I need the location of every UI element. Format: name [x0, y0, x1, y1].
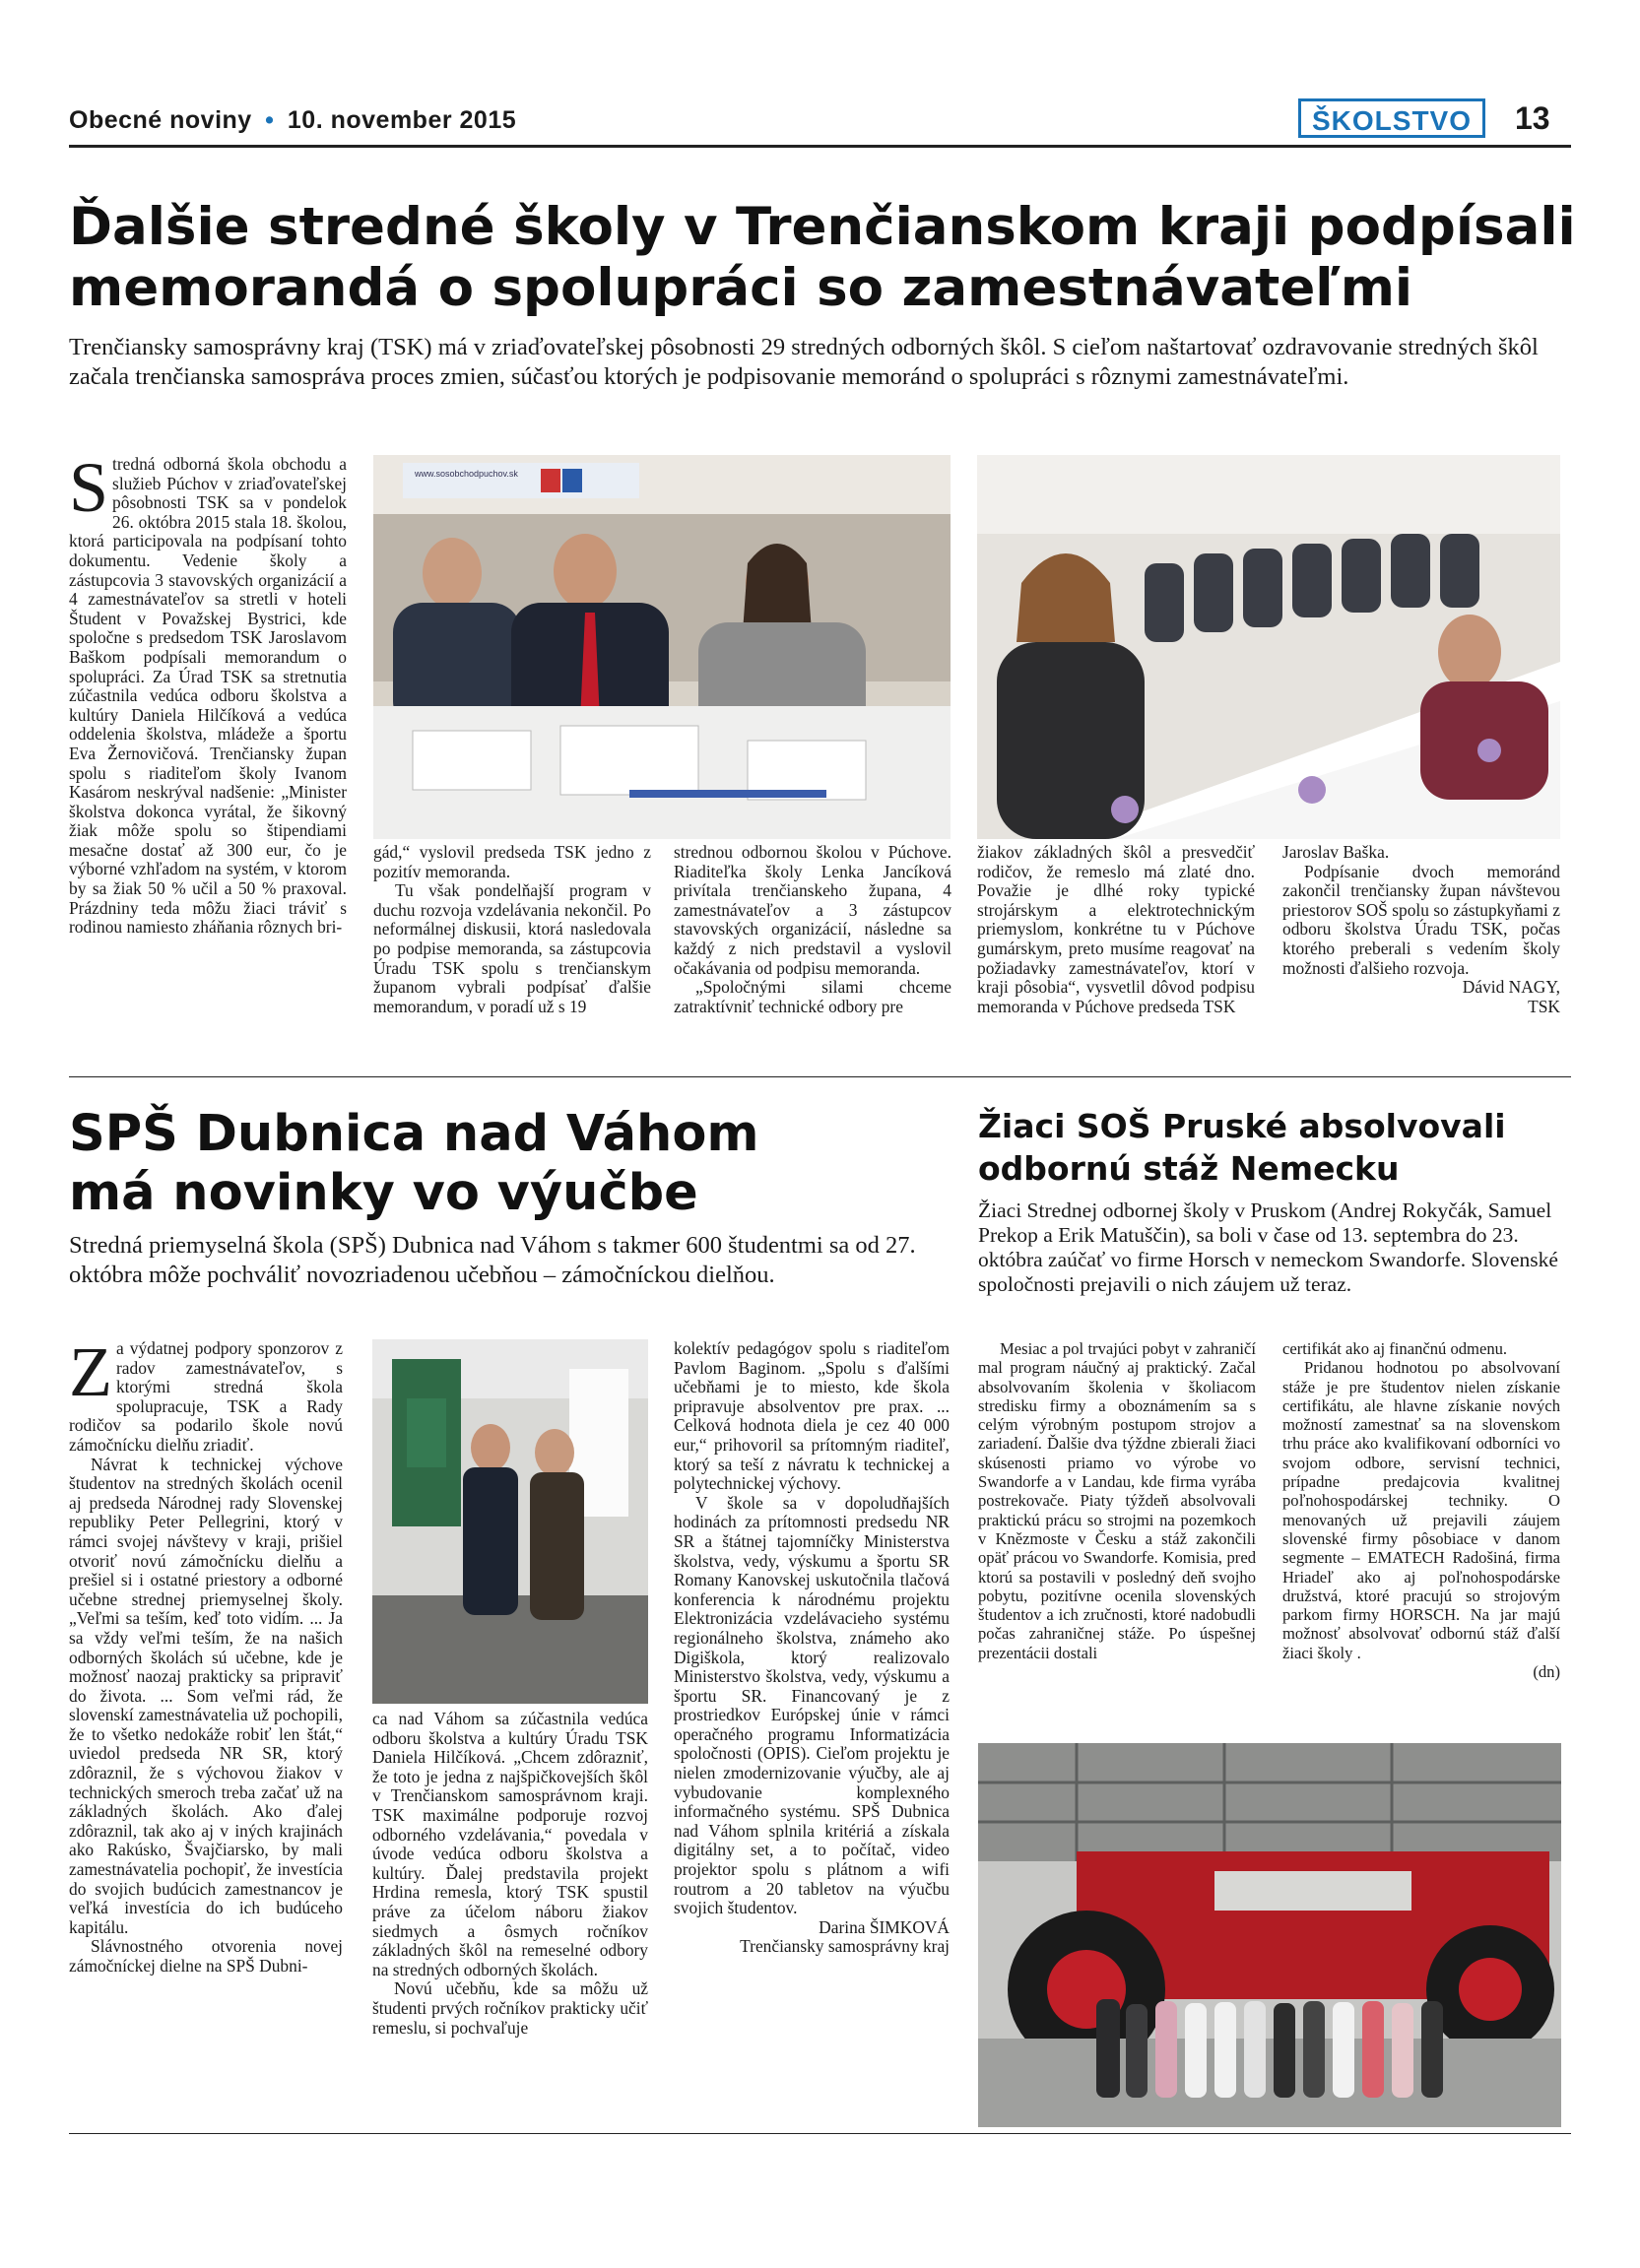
page-bottom-rule: [69, 2133, 1571, 2134]
article2-column3: [674, 1339, 950, 1957]
header-rule: [69, 145, 1571, 148]
article2-col1-para2: Návrat k technickej výchove študentov na stredných školách ocenil aj predseda Národnej rady Slovenskej republiky Peter Pellegrini, ktorý v rámci svojej návštevy v kraji, prišiel otvoriť novú zámočnícku dielňu a prešiel si i ostatné priestory a odborné učebne strednej priemyselnej školy. „Veľmi sa teším, keď toto vidím. ... Ja sa vždy veľmi teším, že na našich odborných školách sú učebne, kde je možnosť naozaj prakticky sa pripraviť do života. ... Som veľmi rád, že slovenskí zamestnávatelia už pochopili, že to všetko nedokáže robiť len štát,“ uviedol predseda NR SR, ktorý zdôraznil, že s výchovou žiakov v technických smeroch treba začať už na základných školách. Ako ďalej zdôraznil, tak ako aj v iných krajinách ako Rakúsko, Švajčiarsko, by mali zamestnávatelia pochopiť, že investícia do svojich budúcich zamestnancov je veľká investícia do ich budúceho kapitálu.: [69, 1454, 343, 1937]
article2-col3-para1: kolektív pedagógov spolu s riaditeľom Pavlom Baginom. „Spolu s ďalšími učebňami je to miesto, kde škola pripravuje absolventov pre prax. ... Celková hodnota diela je cez 40 000 eur,“ prihovoril sa prítomným riaditeľ, ktorý sa teší z návratu k technickej a polytechnickej výchovy.: [674, 1338, 950, 1494]
article1-col4-para1: žiakov základných škôl a presvedčiť rodičov, že remeslo má zlaté dno. Považie je dlhé roky typické strojárskym a elektrotechnickým priemyslom, konkrétne tu v Púchove gumárskym, preto musíme reagovať na požiadavky zamestnávateľov, ktorí v kraji pôsobia“, vysvetlil dôvod podpisu memoranda v Púchove predseda TSK: [977, 842, 1255, 1016]
photo-workshop-opening-image: [372, 1339, 648, 1704]
article2-col1-para3: Slávnostného otvorenia novej zámočníckej dielne na SPŠ Dubni-: [69, 1936, 343, 1976]
section-tag: ŠKOLSTVO: [1298, 98, 1485, 138]
article1-bottom-rule: [69, 1076, 1571, 1077]
article2-col1-para1: a výdatnej podpory sponzorov z radov zamestnávateľov, s ktorými stredná škola spolupracuje, TSK a Rady rodičov sa podarilo škole novú zámočnícku dielňu zriadiť.: [69, 1338, 343, 1455]
article1-column2: [373, 843, 651, 1016]
article2-author: Darina ŠIMKOVÁ: [819, 1916, 950, 1937]
photo-signing-ceremony: [373, 455, 951, 839]
separator-dot: •: [265, 106, 275, 134]
article2-title-line1: SPŠ Dubnica nad Váhom: [69, 1105, 759, 1163]
article1-column5: [1282, 843, 1560, 1016]
article2-title: [69, 1105, 926, 1223]
article3-title-line1: Žiaci SOŠ Pruské absolvovali: [978, 1107, 1506, 1145]
article1-column4: [977, 843, 1255, 1016]
running-header: [69, 106, 516, 135]
article2-title-line2: má novinky vo výučbe: [69, 1164, 698, 1222]
article1-column1: [69, 448, 347, 938]
article2-col2-para2: Novú učebňu, kde sa môžu už študenti prvých ročníkov prakticky učiť remeslu, si pochvaľuje: [372, 1978, 648, 2038]
article1-col2-para1: gád,“ vyslovil predseda TSK jedno z pozitív memoranda.: [373, 842, 651, 881]
article2-column2: [372, 1710, 648, 2038]
photo-signing-ceremony-image: [373, 455, 951, 839]
article1-col2-para2: Tu však pondelňajší program v duchu rozvoja vzdelávania nekončil. Po neformálnej diskusii, ktorá nasledovala po podpise memoranda, sa zástupcovia Úradu TSK spolu s trenčianskym županom vybrali podpísať ďalšie memorandum, v poradí už s 19: [373, 880, 651, 1016]
photo-conference-table: [977, 455, 1560, 839]
issue-date: 10. november 2015: [287, 106, 517, 134]
article1-col1-text: tredná odborná škola obchodu a služieb Púchov v zriaďovateľskej pôsobnosti TSK sa v pondelok 26. októbra 2015 stala 18. školou, ktorá participovala na podpísaní tohto dokumentu. Vedenie školy a zástupcovia 3 stavovských organizácií a 4 zamestnávateľov sa stretli v hoteli Študent v Považskej Bystrici, kde spoločne s predsedom TSK Jaroslavom Baškom podpísali memorandum o spolupráci. Za Úrad TSK sa stretnutia zúčastnila vedúca odboru školstva a kultúry Daniela Hilčíková a vedúca oddelenia školstva, mládeže a športu Eva Žernovičová. Trenčiansky župan spolu s riaditeľom školy Ivanom Kasárom neskrýval nadšenie: „Minister školstva dokonca vyrátal, že šikovný žiak môže spolu so štipendiami mesačne dostať až 300 eur, čo je výborné vzhľadom na systém, v ktorom by sa žiak 50 % učil a 50 % praxoval. Prázdniny teda môžu žiaci tráviť s rodinou namiesto zháňania rôznych bri-: [69, 454, 347, 938]
article3-column2: [1282, 1339, 1560, 1681]
article1-author-org: TSK: [1528, 996, 1560, 1016]
article1-col5-para1: Jaroslav Baška.: [1282, 842, 1390, 862]
article1-col5-para2: Podpísanie dvoch memoránd zakončil trenčiansky župan návštevou priestorov SOŠ spolu so zástupkyňami z odboru školstva Úradu TSK, počas ktorého preberali s vedením školy možnosti ďalšieho rozvoja.: [1282, 861, 1560, 978]
article3-col2-para2: Pridanou hodnotou po absolvovaní stáže je pre študentov nielen získanie certifikátu, ale hlavne získanie nových možností zamestnať sa na slovenskom trhu práce ako kvalifikovaní odborníci vo svojom odbore, servisní technici, prípadne predajcovia kvalitnej poľnohospodárskej techniky. O menovaných už prejavili záujem slovenské firmy pôsobiace v danom segmente – EMATECH Radošiná, firma Hriadeľ ako aj poľnohospodárske družstvá, ktoré pracujú so strojovým parkom firmy HORSCH. Na jar majú možnosť absolvovať odbornú stáž ďalší žiaci školy .: [1282, 1358, 1560, 1662]
article1-col3-para1: strednou odbornou školou v Púchove. Riaditeľka školy Lenka Jancíková privítala trenčianskeho župana, 4 zamestnávateľov a 3 zástupcov stavovských organizácií, následne sa každý z nich predstavil a vyslovil očakávania od podpisu memoranda.: [674, 842, 951, 978]
photo-tractor-group-image: [978, 1743, 1561, 2127]
page-number: 13: [1515, 100, 1550, 136]
article3-col2-para1: certifikát ako aj finančnú odmenu.: [1282, 1339, 1508, 1358]
article1-col3-para2: „Spoločnými silami chceme zatraktívniť technické odbory pre: [674, 977, 951, 1016]
article3-lead: Žiaci Strednej odbornej školy v Pruskom (Andrej Rokyčák, Samuel Prekop a Erik Matuščin), sa boli v čase od 13. septembra do 23. októbra zaúčať vo firme Horsch v nemeckom Swandorfe. Slovenské spoločnosti prejavili o nich záujem už teraz.: [978, 1199, 1558, 1296]
article3-column1: [978, 1339, 1256, 1662]
article1-title: [69, 197, 1586, 319]
article1-author: Dávid NAGY,: [1462, 977, 1560, 998]
photo1-banner-text: www.sosobchodpuchov.sk: [415, 469, 518, 479]
article2-column1: [69, 1332, 343, 1976]
photo-workshop-opening: [372, 1339, 648, 1704]
article1-column3: [674, 843, 951, 1016]
article3-title-line2: odbornú stáž Nemecku: [978, 1149, 1400, 1188]
article2-author-org: Trenčiansky samosprávny kraj: [740, 1936, 950, 1957]
article3-title: [978, 1105, 1569, 1190]
article2-dropcap: Z: [69, 1332, 112, 1411]
article2-col3-para2: V škole sa v dopoludňajších hodinách za prítomnosti predsedu NR SR a štátnej tajomníčky Ministerstva školstva, vedy, výskumu a športu SR Romany Kanovskej uskutočnila tlačová konferencia k národnému projektu Elektronizácia vzdelávacieho systému regionálneho školstva, známeho ako Digiškola, ktorý realizovalo Ministerstvo školstva, vedy, výskumu a športu SR. Financovaný je z prostriedkov Európskej únie v rámci operačného programu Informatizácia spoločnosti (OPIS). Cieľom projektu je nielen zmodernizovanie výučby, ale aj vybudovanie komplexného informačného systému. SPŠ Dubnica nad Váhom splnila kritériá a získala digitálny set, a to počítač, video projektor spolu s plátnom a wifi routrom a 20 tabletov na výučbu svojich študentov.: [674, 1492, 950, 1918]
photo-tractor-group: [978, 1743, 1561, 2127]
publication-name: Obecné noviny: [69, 106, 252, 134]
article1-dropcap: S: [69, 448, 109, 527]
article1-title-line1: Ďalšie stredné školy v Trenčianskom kraji podpísali: [69, 197, 1576, 257]
article3-author: (dn): [1533, 1662, 1560, 1682]
article1-lead: Trenčiansky samosprávny kraj (TSK) má v zriaďovateľskej pôsobnosti 29 stredných odborných škôl. S cieľom naštartovať ozdravovanie stredných škôl začala trenčianska samospráva proces zmien, súčasťou ktorých je podpisovanie memoránd o spolupráci s rôznymi zamestnávateľmi.: [69, 334, 1539, 390]
article2-lead: Stredná priemyselná škola (SPŠ) Dubnica nad Váhom s takmer 600 študentmi sa od 27. októbra môže pochváliť novozriadenou učebňou – zámočníckou dielňou.: [69, 1232, 916, 1288]
article2-col2-para1: ca nad Váhom sa zúčastnila vedúca odboru školstva a kultúry Úradu TSK Daniela Hilčíková. „Chcem zdôrazniť, že toto je jedna z najšpičkovejších škôl v Trenčianskom samosprávnom kraji. TSK maximálne podporuje rozvoj odborného vzdelávania,“ povedala v úvode vedúca odboru školstva a kultúry. Ďalej predstavila projekt Hrdina remesla, ktorý TSK spustil práve za účelom náboru žiakov siedmych a ôsmych ročníkov základných škôl na remeselné odbory na stredných odborných školách.: [372, 1709, 648, 1979]
article1-title-line2: memorandá o spolupráci so zamestnávateľmi: [69, 258, 1413, 318]
article3-col1-para1: Mesiac a pol trvajúci pobyt v zahraničí mal program náučný aj praktický. Začal absolvovaním školenia v školiacom stredisku firmy a oboznámením sa s celým výrobným postupom strojov a zariadení. Ďalšie dva týždne zbierali žiaci skúsenosti priamo vo výrobe vo Swandorfe a v Landau, kde firma vyrába postrekovače. Piaty týždeň absolvovali praktickú prácu so strojmi na pozemkoch v Knězmoste v Česku a stáž zakončili opäť prácou vo Swandorfe. Komisia, pred ktorú sa postavili v posledný deň svojho pobytu, pozitívne ocenila slovenských študentov a ich zručnosti, ktoré nadobudli počas zahraničnej stáže. Po úspešnej prezentácii dostali: [978, 1339, 1256, 1662]
photo-conference-table-image: [977, 455, 1560, 839]
